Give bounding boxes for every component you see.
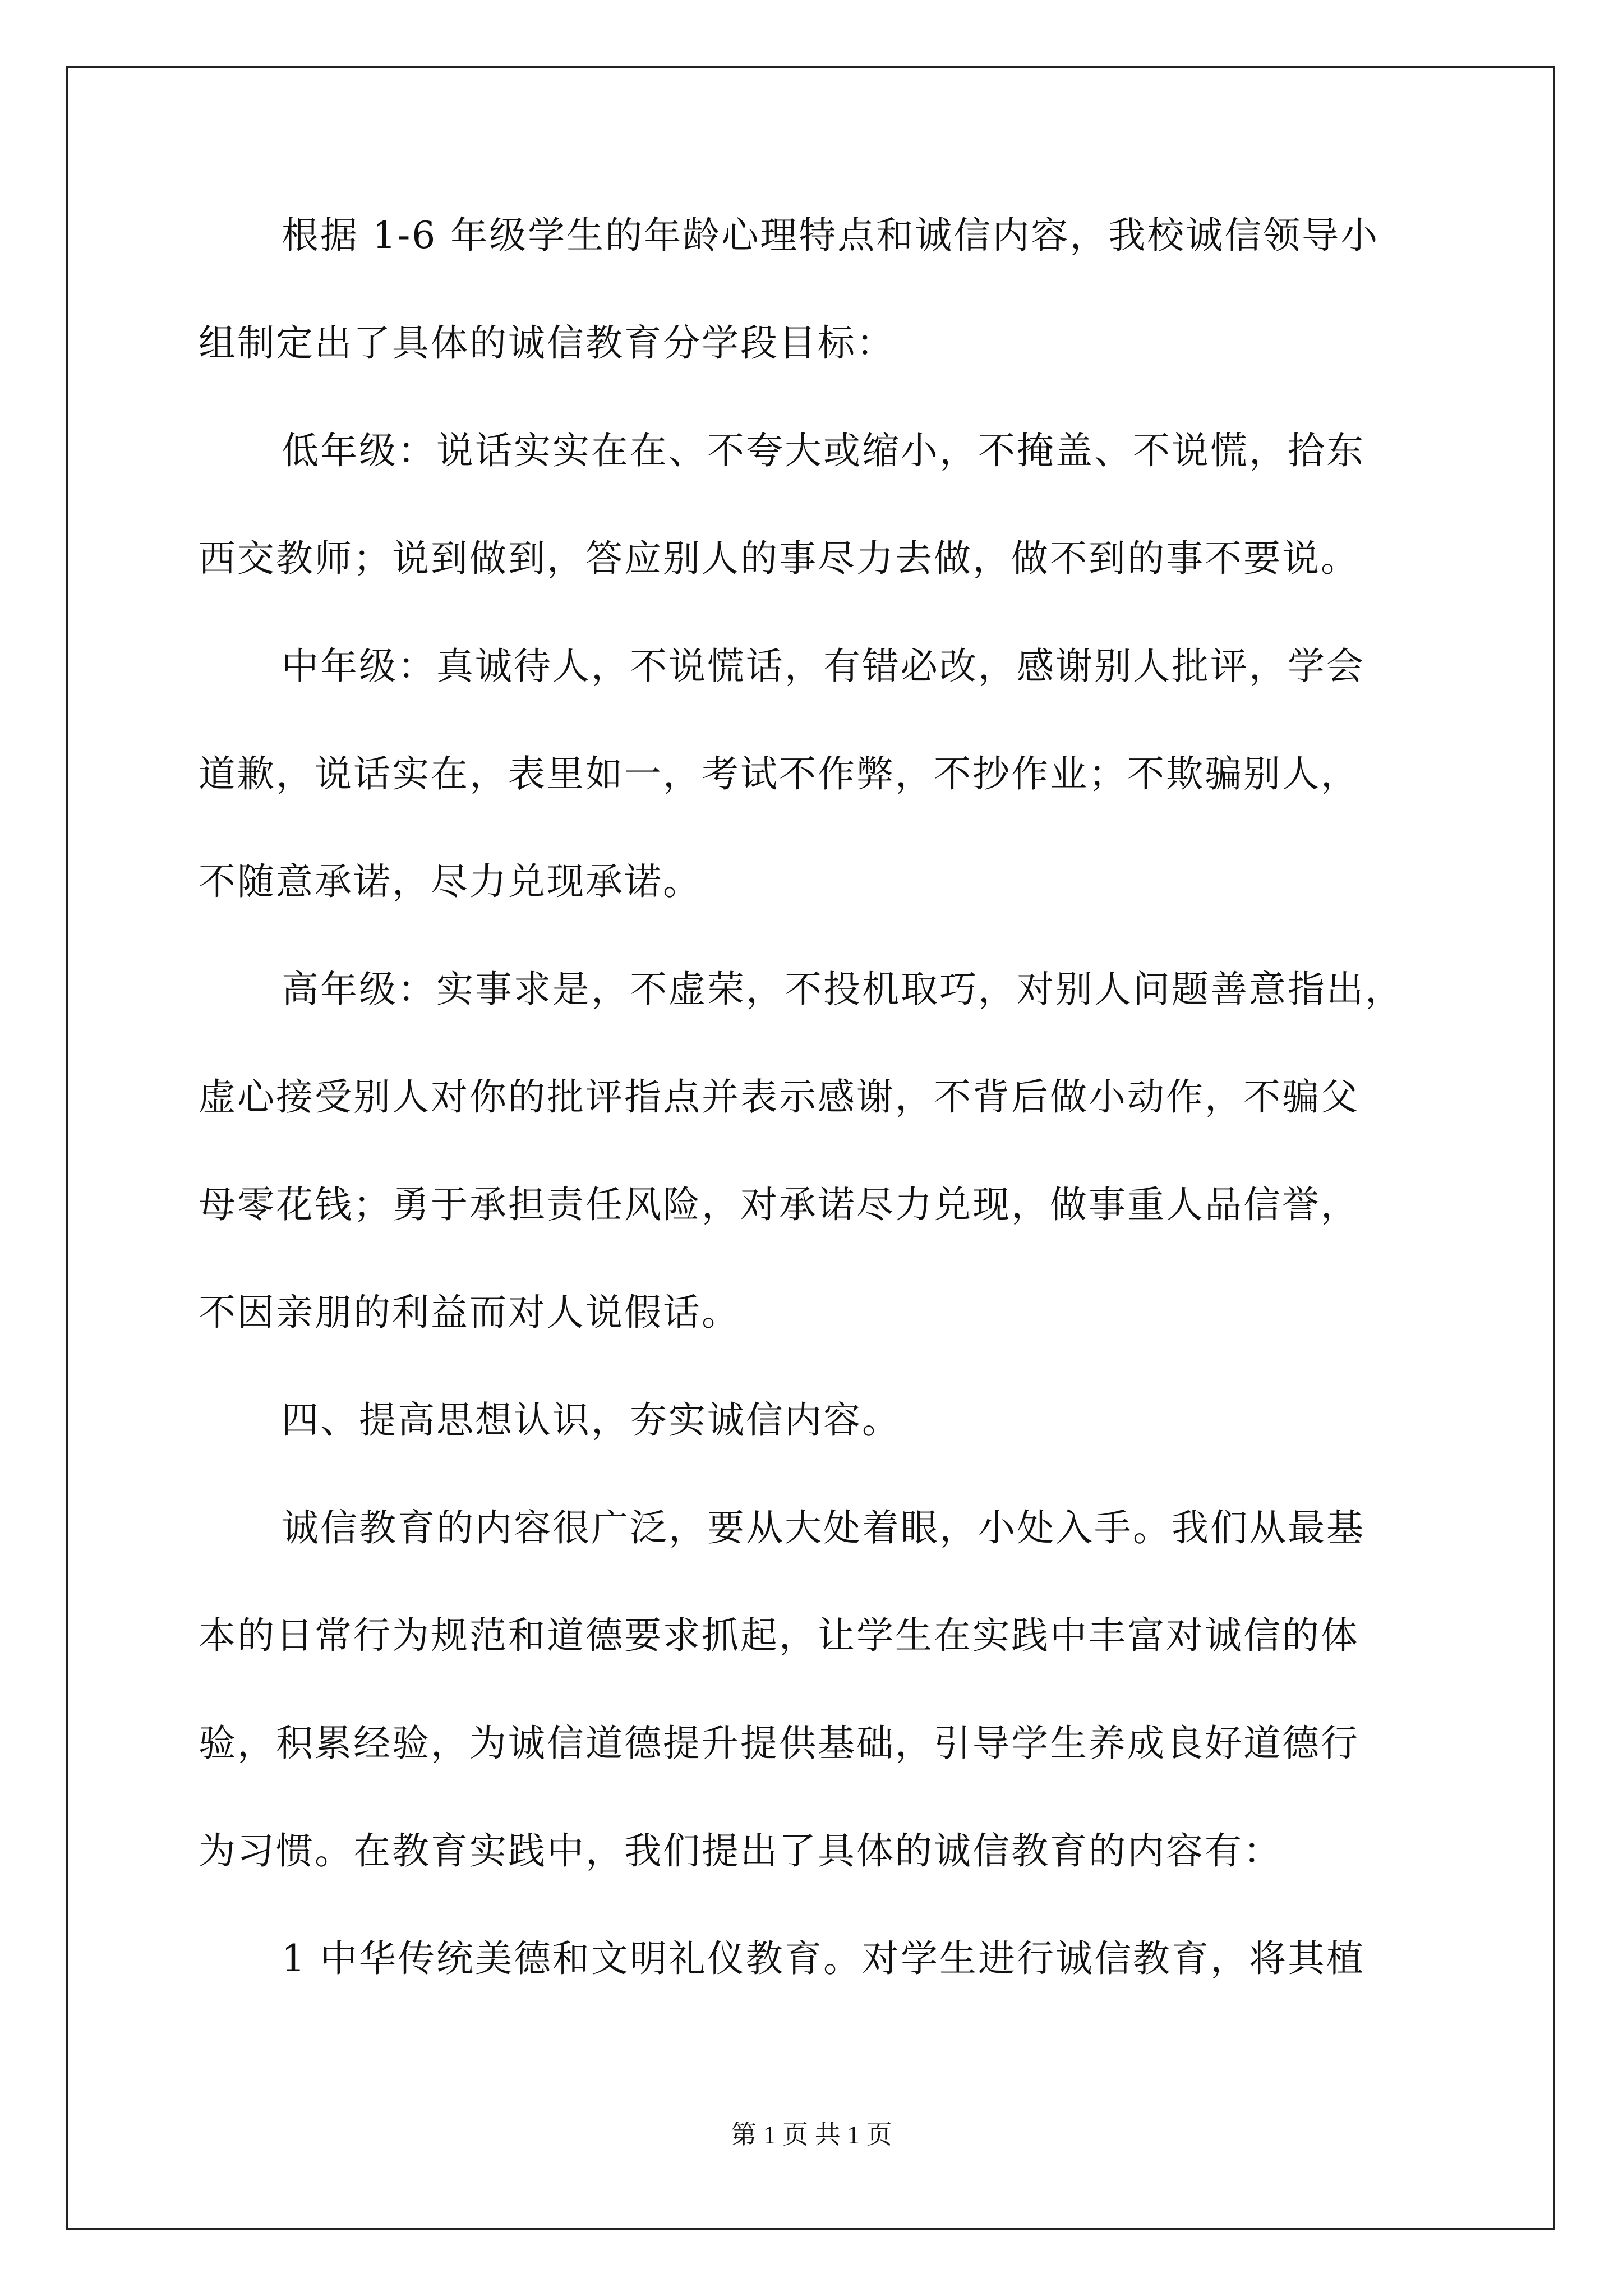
paragraph-line: 为习惯。在教育实践中，我们提出了具体的诚信教育的内容有：	[199, 1829, 1282, 1872]
paragraph-line: 低年级：说话实实在在、不夸大或缩小，不掩盖、不说慌，拾东	[282, 429, 1365, 472]
paragraph-line: 西交教师；说到做到，答应别人的事尽力去做，做不到的事不要说。	[199, 537, 1359, 580]
section-heading: 四、提高思想认识，夯实诚信内容。	[282, 1398, 901, 1442]
paragraph-line: 道歉，说话实在，表里如一，考试不作弊，不抄作业；不欺骗别人，	[199, 752, 1359, 795]
paragraph-line: 组制定出了具体的诚信教育分学段目标：	[199, 321, 895, 365]
paragraph-line: 诚信教育的内容很广泛，要从大处着眼，小处入手。我们从最基	[282, 1506, 1365, 1549]
paragraph-line: 验，积累经验，为诚信道德提升提供基础，引导学生养成良好道德行	[199, 1722, 1359, 1765]
paragraph-line: 1 中华传统美德和文明礼仪教育。对学生进行诚信教育，将其植	[282, 1937, 1365, 1980]
paragraph-line: 中年级：真诚待人，不说慌话，有错必改，感谢别人批评，学会	[282, 645, 1365, 688]
paragraph-line: 本的日常行为规范和道德要求抓起，让学生在实践中丰富对诚信的体	[199, 1614, 1359, 1657]
paragraph-line: 不因亲朋的利益而对人说假话。	[199, 1291, 740, 1334]
paragraph-line: 高年级：实事求是，不虚荣，不投机取巧，对别人问题善意指出，	[282, 968, 1404, 1011]
paragraph-line: 根据 1-6 年级学生的年龄心理特点和诚信内容，我校诚信领导小	[282, 214, 1380, 257]
paragraph-line: 虚心接受别人对你的批评指点并表示感谢，不背后做小动作，不骗父	[199, 1075, 1359, 1119]
page-border	[66, 66, 1555, 2230]
paragraph-line: 不随意承诺，尽力兑现承诺。	[199, 860, 702, 903]
page-footer: 第 1 页 共 1 页	[731, 2120, 892, 2149]
paragraph-line: 母零花钱；勇于承担责任风险，对承诺尽力兑现，做事重人品信誉，	[199, 1183, 1359, 1226]
